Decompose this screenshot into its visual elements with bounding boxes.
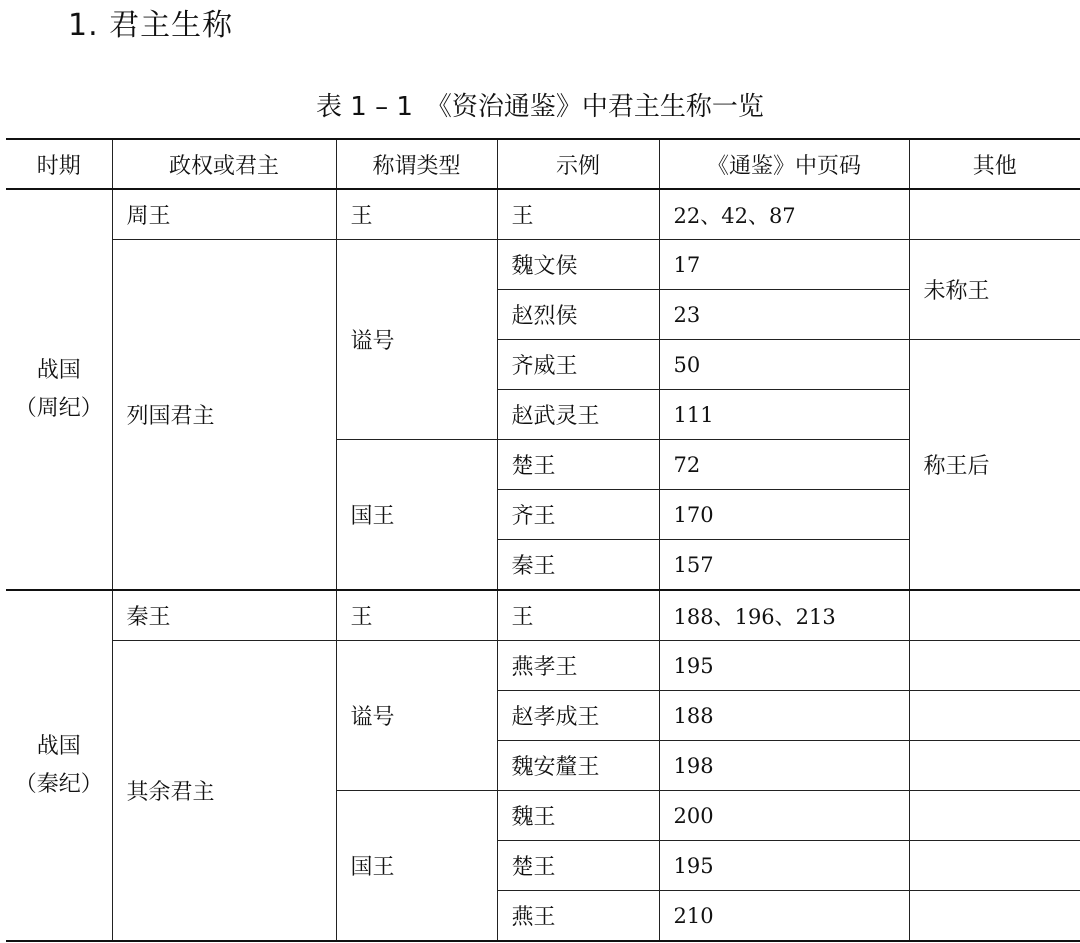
ruler-cell: 其余君主 bbox=[112, 641, 336, 942]
table-row bbox=[6, 641, 1080, 691]
example-cell: 秦王 bbox=[497, 540, 659, 591]
example-cell: 赵烈侯 bbox=[497, 290, 659, 340]
table-row bbox=[6, 240, 1080, 290]
title-type-cell: 国王 bbox=[336, 440, 497, 591]
table-header-row bbox=[6, 139, 1080, 189]
other-cell: 称王后 bbox=[909, 340, 1080, 591]
table-row bbox=[6, 189, 1080, 240]
page-cell: 188、196、213 bbox=[659, 590, 909, 641]
title-type-cell: 国王 bbox=[336, 791, 497, 942]
example-cell: 魏安釐王 bbox=[497, 741, 659, 791]
ruler-cell: 秦王 bbox=[112, 590, 336, 641]
header-other: 其他 bbox=[909, 139, 1080, 189]
page-cell: 195 bbox=[659, 841, 909, 891]
example-cell: 魏王 bbox=[497, 791, 659, 841]
other-cell bbox=[909, 841, 1080, 891]
example-cell: 燕王 bbox=[497, 891, 659, 942]
page-cell: 17 bbox=[659, 240, 909, 290]
title-type-cell: 王 bbox=[336, 590, 497, 641]
ruler-cell: 周王 bbox=[112, 189, 336, 240]
example-cell: 齐王 bbox=[497, 490, 659, 540]
section-title: 1. 君主生称 bbox=[68, 8, 234, 43]
example-cell: 燕孝王 bbox=[497, 641, 659, 691]
example-cell: 赵孝成王 bbox=[497, 691, 659, 741]
title-type-cell: 王 bbox=[336, 189, 497, 240]
other-cell bbox=[909, 741, 1080, 791]
period-cell: 战国 （周纪） bbox=[6, 189, 112, 590]
page-cell: 170 bbox=[659, 490, 909, 540]
ruler-cell: 列国君主 bbox=[112, 240, 336, 591]
table-caption: 表 1 – 1 《资治通鉴》中君主生称一览 bbox=[316, 92, 764, 122]
other-cell bbox=[909, 641, 1080, 691]
page-cell: 157 bbox=[659, 540, 909, 591]
other-cell bbox=[909, 891, 1080, 942]
page-cell: 195 bbox=[659, 641, 909, 691]
header-title-type: 称谓类型 bbox=[336, 139, 497, 189]
example-cell: 王 bbox=[497, 590, 659, 641]
page-cell: 72 bbox=[659, 440, 909, 490]
page-cell: 210 bbox=[659, 891, 909, 942]
other-cell bbox=[909, 189, 1080, 240]
page-cell: 111 bbox=[659, 390, 909, 440]
header-page: 《通鉴》中页码 bbox=[659, 139, 909, 189]
page-cell: 200 bbox=[659, 791, 909, 841]
example-cell: 王 bbox=[497, 189, 659, 240]
other-cell bbox=[909, 691, 1080, 741]
other-cell bbox=[909, 791, 1080, 841]
page-cell: 198 bbox=[659, 741, 909, 791]
other-cell: 未称王 bbox=[909, 240, 1080, 340]
header-example: 示例 bbox=[497, 139, 659, 189]
page-cell: 22、42、87 bbox=[659, 189, 909, 240]
title-type-cell: 谥号 bbox=[336, 240, 497, 440]
other-cell bbox=[909, 590, 1080, 641]
page-cell: 50 bbox=[659, 340, 909, 390]
example-cell: 楚王 bbox=[497, 841, 659, 891]
period-cell: 战国 （秦纪） bbox=[6, 590, 112, 941]
page-cell: 188 bbox=[659, 691, 909, 741]
header-period: 时期 bbox=[6, 139, 112, 189]
example-cell: 齐威王 bbox=[497, 340, 659, 390]
table-row bbox=[6, 590, 1080, 641]
ruler-titles-table bbox=[6, 138, 1080, 942]
title-type-cell: 谥号 bbox=[336, 641, 497, 791]
page-cell: 23 bbox=[659, 290, 909, 340]
example-cell: 魏文侯 bbox=[497, 240, 659, 290]
header-regime: 政权或君主 bbox=[112, 139, 336, 189]
example-cell: 楚王 bbox=[497, 440, 659, 490]
example-cell: 赵武灵王 bbox=[497, 390, 659, 440]
